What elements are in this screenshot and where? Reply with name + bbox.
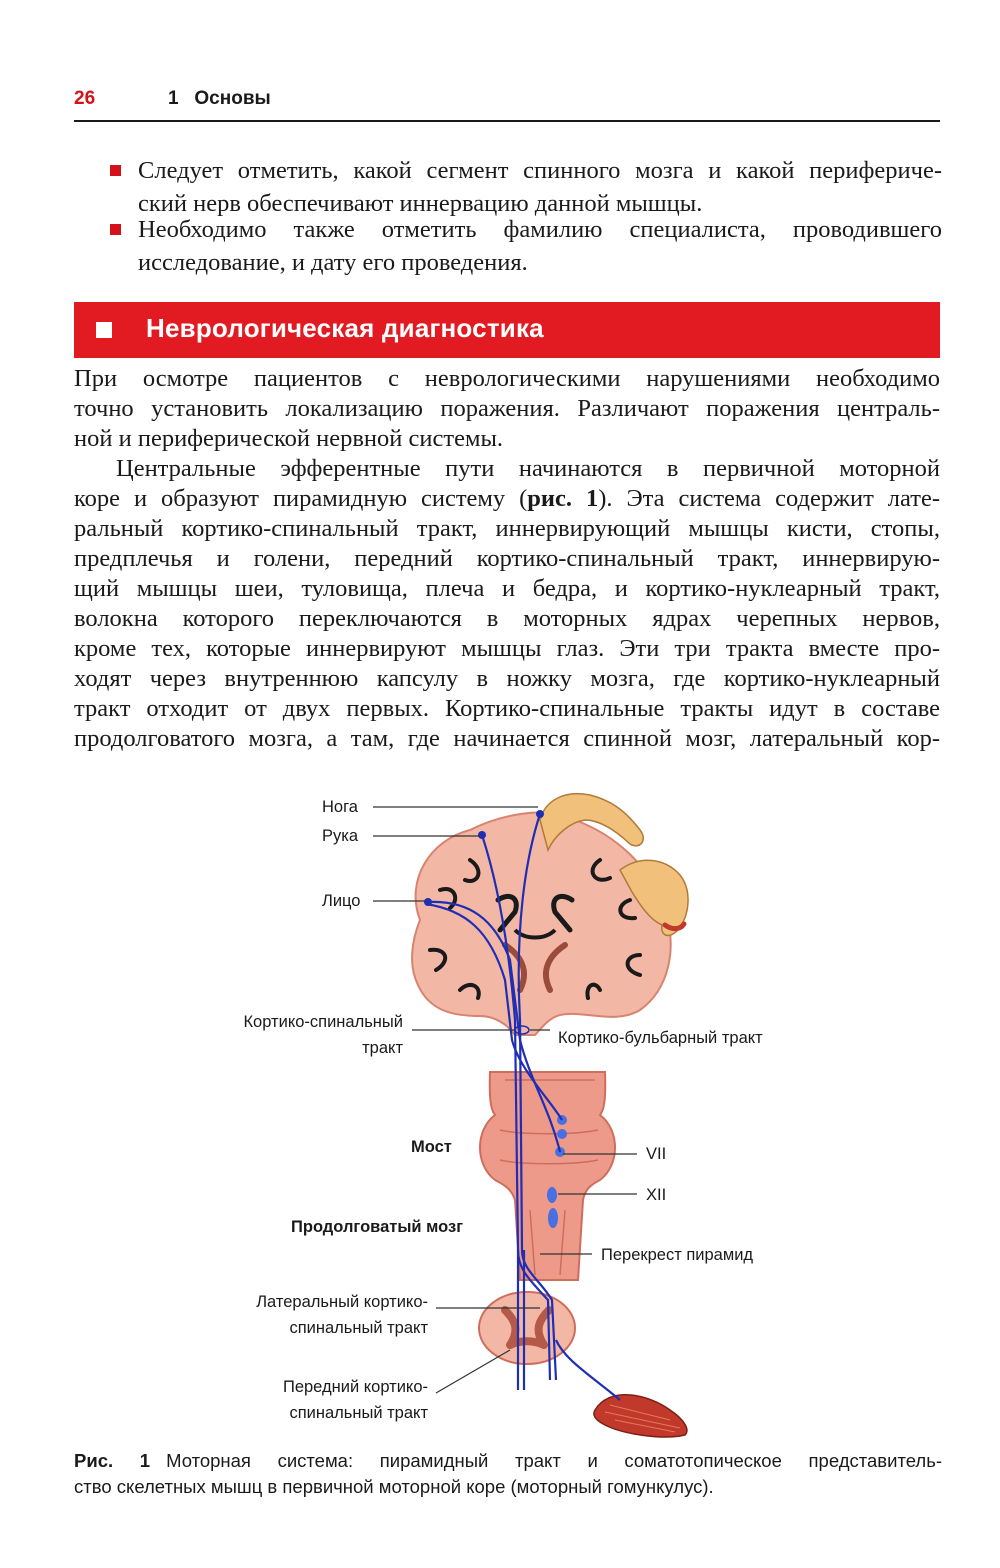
bullet-square-icon bbox=[110, 224, 121, 235]
brainstem-icon bbox=[480, 1072, 615, 1280]
paragraph-text: ). Эта система содержит лате- bbox=[598, 485, 941, 512]
label-medulla: Продолговатый мозг bbox=[291, 1218, 464, 1236]
paragraph-line: кроме тех, которые иннервируют мышцы глаз. Эти три тракта вместе про- bbox=[74, 635, 940, 662]
label-anterior-tract bbox=[200, 1377, 428, 1423]
label-line: Кортико-спинальный bbox=[243, 1013, 403, 1031]
spinal-cord-section-icon bbox=[479, 1292, 575, 1364]
paragraph-line: точно установить локализацию поражения. Различают поражения централь- bbox=[74, 395, 940, 422]
bullet-item bbox=[112, 213, 942, 279]
label-nucleus-vii: VII bbox=[646, 1145, 667, 1163]
cranial-nucleus-icon bbox=[557, 1129, 567, 1139]
paragraph-line: Центральные эфферентные пути начинаются в первичной моторной bbox=[116, 455, 940, 482]
label-arm: Рука bbox=[322, 827, 359, 845]
skeletal-muscle-icon bbox=[594, 1395, 687, 1437]
tract-origin-icon bbox=[536, 810, 544, 818]
paragraph-line: предплечья и голени, передний кортико-спинальный тракт, иннервирую- bbox=[74, 545, 940, 572]
paragraph-line: щий мышцы шеи, туловища, плеча и бедра, и кортико-нуклеарный тракт, bbox=[74, 575, 940, 602]
cranial-nucleus-icon bbox=[547, 1187, 557, 1203]
label-line: спинальный тракт bbox=[289, 1319, 428, 1337]
paragraph-text: коре и образуют пирамидную систему ( bbox=[74, 485, 528, 512]
bullet-line: исследование, и дату его проведения. bbox=[138, 249, 528, 276]
label-corticobulbar-tract: Кортико-бульбарный тракт bbox=[558, 1029, 763, 1047]
paragraph-line: продолговатого мозга, а там, где начинается спинной мозг, латеральный кор- bbox=[74, 725, 940, 752]
label-line: спинальный тракт bbox=[289, 1404, 428, 1422]
section-banner bbox=[74, 302, 940, 358]
label-pons: Мост bbox=[411, 1138, 452, 1156]
figure-caption-line bbox=[74, 1448, 942, 1474]
label-line: Латеральный кортико- bbox=[256, 1293, 428, 1311]
figure-motor-system bbox=[0, 780, 1000, 1460]
chapter-title: 1 Основы bbox=[168, 88, 271, 109]
figure-caption-line: ство скелетных мышц в первичной моторной коре (моторный гомункулус). bbox=[74, 1476, 714, 1497]
section-title: Неврологическая диагностика bbox=[146, 313, 544, 343]
bullet-line: Необходимо также отметить фамилию специалиста, проводившего bbox=[138, 216, 942, 243]
paragraph-line: волокна которого переключаются в моторных ядрах черепных нервов, bbox=[74, 605, 940, 632]
header-rule bbox=[74, 120, 940, 122]
caption-text: Моторная система: пирамидный тракт и соматотопическое представитель- bbox=[166, 1450, 943, 1471]
figure-reference: рис. 1 bbox=[527, 485, 599, 512]
paragraph-line: ной и периферической нервной системы. bbox=[74, 425, 504, 452]
running-header bbox=[74, 88, 940, 118]
paragraph-line: тракт отходит от двух первых. Кортико-спинальные тракты идут в составе bbox=[74, 695, 940, 722]
bullet-item bbox=[112, 154, 942, 220]
brain-coronal-section-icon bbox=[412, 813, 671, 1035]
bullet-line: Следует отметить, какой сегмент спинного мозга и какой перифериче- bbox=[138, 157, 942, 184]
page-number: 26 bbox=[74, 88, 96, 109]
bullet-line: ский нерв обеспечивают иннервацию данной мышцы. bbox=[138, 190, 703, 217]
paragraph-line: ходят через внутреннюю капсулу в ножку мозга, где кортико-нуклеарный bbox=[74, 665, 940, 692]
label-line: Передний кортико- bbox=[282, 1378, 428, 1396]
label-line: тракт bbox=[362, 1039, 403, 1057]
label-lateral-tract bbox=[200, 1292, 428, 1338]
caption-label: Рис. 1 bbox=[74, 1450, 151, 1471]
label-corticospinal-tract bbox=[198, 1012, 403, 1058]
label-leg: Нога bbox=[322, 798, 358, 816]
tract-origin-icon bbox=[424, 898, 432, 906]
section-square-icon bbox=[96, 322, 112, 338]
label-nucleus-xii: XII bbox=[646, 1186, 667, 1204]
motor-system-diagram bbox=[0, 780, 1000, 1460]
paragraph-line bbox=[74, 484, 940, 514]
paragraph-line: ральный кортико-спинальный тракт, иннервирующий мышцы кисти, стопы, bbox=[74, 515, 940, 542]
paragraph-line: При осмотре пациентов с неврологическими нарушениями необходимо bbox=[74, 365, 940, 392]
bullet-square-icon bbox=[110, 165, 121, 176]
tract-origin-icon bbox=[478, 831, 486, 839]
cranial-nucleus-icon bbox=[548, 1208, 558, 1228]
label-decussation: Перекрест пирамид bbox=[601, 1246, 754, 1264]
label-face: Лицо bbox=[322, 892, 361, 910]
